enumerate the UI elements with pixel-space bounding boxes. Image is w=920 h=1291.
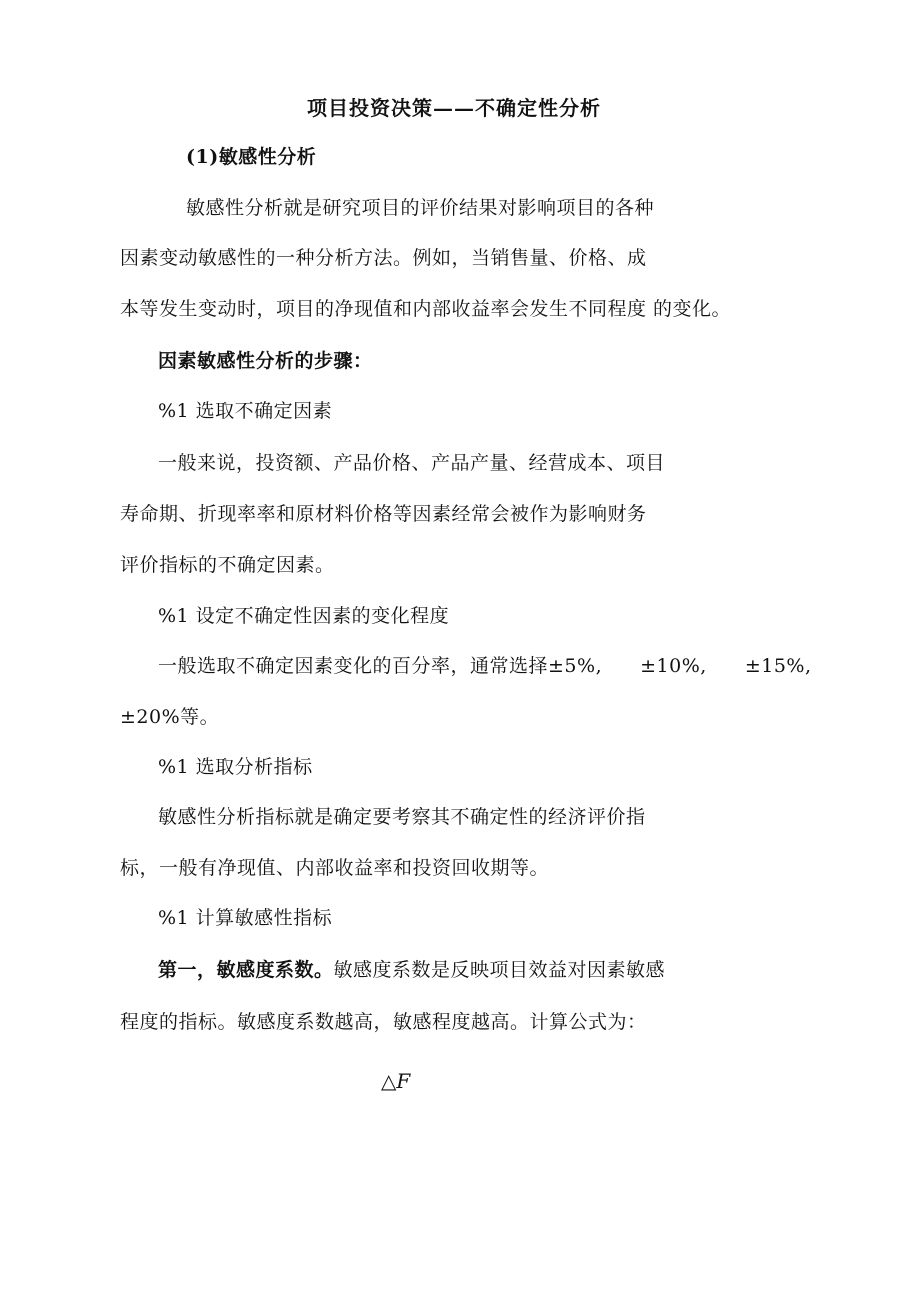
- step2-line-2: ±20%等。: [120, 706, 220, 728]
- step1-line-1: 一般来说，投资额、产品价格、产品产量、经营成本、项目: [158, 452, 666, 474]
- step3-heading: %1 选取分析指标: [158, 756, 313, 778]
- step2-text: 一般选取不确定因素变化的百分率，通常选择±5%,: [158, 655, 603, 677]
- formula-delta-f: △F: [381, 1069, 411, 1093]
- intro-line-3: 本等发生变动时，项目的净现值和内部收益率会发生不同程度 的变化。: [120, 298, 732, 320]
- step1-heading: %1 选取不确定因素: [158, 400, 333, 422]
- steps-heading: 因素敏感性分析的步骤：: [158, 350, 373, 372]
- step3-line-1: 敏感性分析指标就是确定要考察其不确定性的经济评价指: [158, 806, 646, 828]
- section-heading: (1)敏感性分析: [186, 146, 317, 168]
- step4-line-2: 程度的指标。敏感度系数越高，敏感程度越高。计算公式为：: [120, 1011, 647, 1033]
- step4-bold-lead: 第一，敏感度系数。: [158, 959, 334, 981]
- step2-heading: %1 设定不确定性因素的变化程度: [158, 605, 450, 627]
- step4-line-1: [158, 958, 665, 982]
- step2-pct-15: ±15%,: [744, 655, 812, 677]
- step1-line-2: 寿命期、折现率率和原材料价格等因素经常会被作为影响财务: [120, 503, 647, 525]
- intro-line-1: 敏感性分析就是研究项目的评价结果对影响项目的各种: [186, 197, 655, 219]
- document-title: 项目投资决策——不确定性分析: [307, 96, 601, 120]
- step4-rest: 敏感度系数是反映项目效益对因素敏感: [333, 959, 666, 981]
- step2-line-1: [158, 654, 812, 678]
- intro-line-2: 因素变动敏感性的一种分析方法。例如，当销售量、价格、成: [120, 247, 647, 269]
- step1-line-3: 评价指标的不确定因素。: [120, 554, 335, 576]
- step2-pct-10: ±10%,: [640, 655, 707, 677]
- step3-line-2: 标，一般有净现值、内部收益率和投资回收期等。: [120, 857, 550, 879]
- step4-heading: %1 计算敏感性指标: [158, 907, 333, 929]
